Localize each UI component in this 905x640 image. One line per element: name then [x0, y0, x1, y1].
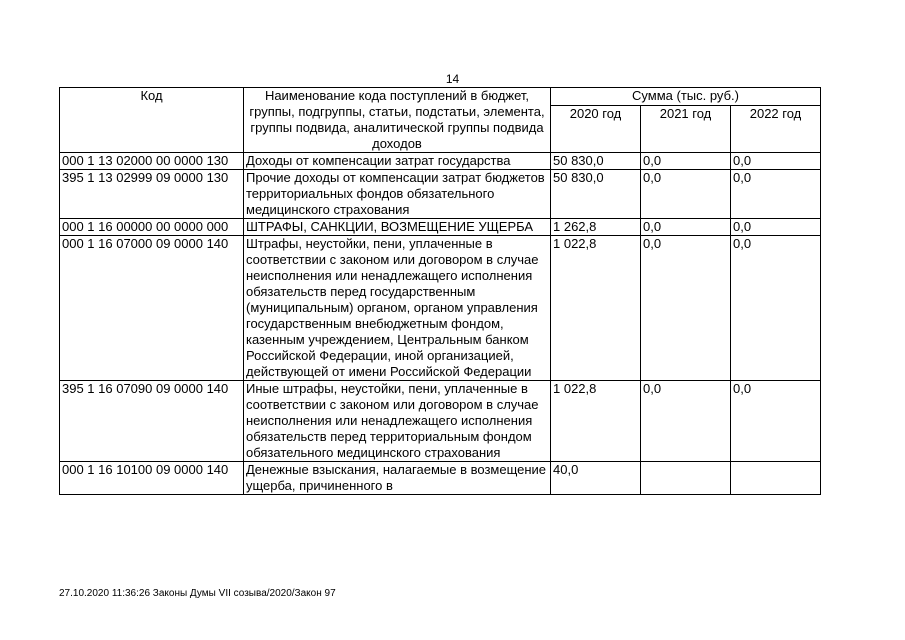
row-2021: 0,0: [641, 381, 731, 462]
row-code: 395 1 13 02999 09 0000 130: [60, 170, 244, 219]
row-2021: 0,0: [641, 219, 731, 236]
row-name: Денежные взыскания, налагаемые в возмещение ущерба, причиненного в: [244, 462, 551, 495]
row-2020: 1 262,8: [551, 219, 641, 236]
document-footer: 27.10.2020 11:36:26 Законы Думы VII созыва/2020/Закон 97: [59, 588, 336, 599]
row-2021: 0,0: [641, 170, 731, 219]
row-2022: 0,0: [731, 381, 821, 462]
row-2022: 0,0: [731, 153, 821, 170]
table-row: [60, 170, 821, 219]
row-2022: 0,0: [731, 219, 821, 236]
table-row: [60, 153, 821, 170]
revenue-table: [59, 87, 821, 495]
row-name: Штрафы, неустойки, пени, уплаченные в соответствии с законом или договором в случае неисполнения или ненадлежащего исполнения обязательств перед государственным (муниципальным) органом, органом управления государственным внебюджетным фондом, казенным учреждением, Центральным банком Российской Федерации, иной организацией, действующей от имени Российской Федерации: [244, 236, 551, 381]
row-2020: 50 830,0: [551, 170, 641, 219]
table-row: [60, 219, 821, 236]
table-row: [60, 236, 821, 381]
row-code: 000 1 16 00000 00 0000 000: [60, 219, 244, 236]
table-row: [60, 381, 821, 462]
table-row: [60, 462, 821, 495]
row-name: Иные штрафы, неустойки, пени, уплаченные в соответствии с законом или договором в случае неисполнения или ненадлежащего исполнения обязательств перед территориальным фондом обязательного медицинского страхования: [244, 381, 551, 462]
row-name: Доходы от компенсации затрат государства: [244, 153, 551, 170]
row-2021: 0,0: [641, 236, 731, 381]
row-2020: 1 022,8: [551, 236, 641, 381]
header-row: [60, 88, 821, 106]
row-2020: 50 830,0: [551, 153, 641, 170]
row-code: 395 1 16 07090 09 0000 140: [60, 381, 244, 462]
row-2020: 1 022,8: [551, 381, 641, 462]
row-2020: 40,0: [551, 462, 641, 495]
row-2022: 0,0: [731, 170, 821, 219]
row-2021: [641, 462, 731, 495]
row-2022: [731, 462, 821, 495]
page-number: 14: [445, 72, 460, 86]
row-2021: 0,0: [641, 153, 731, 170]
header-sum: Сумма (тыс. руб.): [551, 88, 821, 106]
row-code: 000 1 16 10100 09 0000 140: [60, 462, 244, 495]
header-year-2021: 2021 год: [641, 106, 731, 153]
header-year-2022: 2022 год: [731, 106, 821, 153]
row-2022: 0,0: [731, 236, 821, 381]
row-code: 000 1 16 07000 09 0000 140: [60, 236, 244, 381]
row-name: ШТРАФЫ, САНКЦИИ, ВОЗМЕЩЕНИЕ УЩЕРБА: [244, 219, 551, 236]
header-year-2020: 2020 год: [551, 106, 641, 153]
header-code: Код: [60, 88, 244, 153]
row-code: 000 1 13 02000 00 0000 130: [60, 153, 244, 170]
row-name: Прочие доходы от компенсации затрат бюджетов территориальных фондов обязательного медицинского страхования: [244, 170, 551, 219]
header-name: Наименование кода поступлений в бюджет, группы, подгруппы, статьи, подстатьи, элемента, группы подвида, аналитической группы подвида доходов: [244, 88, 551, 153]
